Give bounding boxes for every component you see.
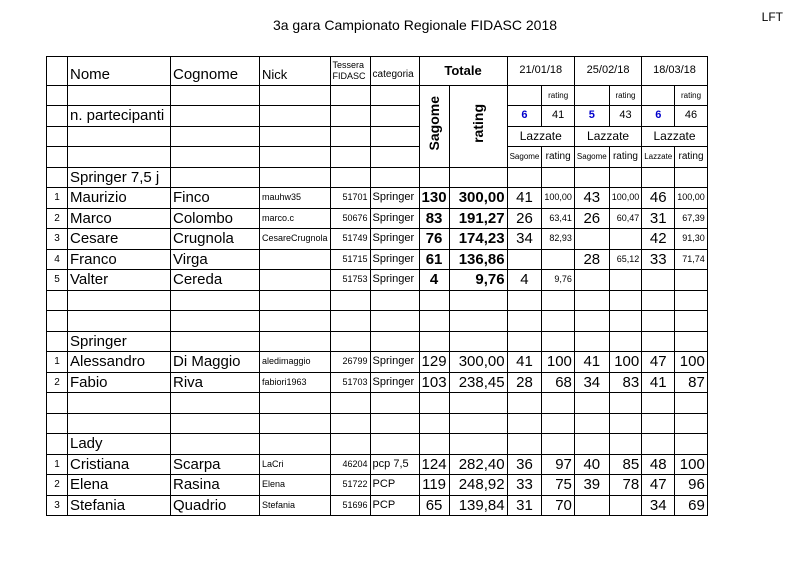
header-tessera: Tessera FIDASC	[330, 57, 370, 86]
empty-cell	[542, 413, 575, 434]
d1-rating	[542, 249, 575, 270]
d3-rating: 96	[675, 475, 708, 496]
cognome: Rasina	[171, 475, 260, 496]
categoria: PCP	[370, 475, 419, 496]
spacer-row	[47, 311, 708, 332]
header-row	[47, 57, 708, 86]
empty-cell	[609, 311, 642, 332]
tessera: 51722	[330, 475, 370, 496]
categoria: Springer	[370, 229, 419, 250]
empty-cell	[642, 167, 675, 188]
header-nome: Nome	[68, 57, 171, 86]
empty-cell	[68, 413, 171, 434]
tessera: 51753	[330, 270, 370, 291]
empty-cell	[609, 413, 642, 434]
categoria: Springer	[370, 208, 419, 229]
d2-rating: 100	[609, 352, 642, 373]
rank: 1	[47, 188, 68, 209]
empty-cell	[507, 434, 542, 455]
spacer-row	[47, 393, 708, 414]
spacer-row	[47, 290, 708, 311]
nome: Elena	[68, 475, 171, 496]
d1-sagome: 41	[507, 352, 542, 373]
tessera: 51715	[330, 249, 370, 270]
d2-rating	[609, 229, 642, 250]
d3-sagome: 33	[642, 249, 675, 270]
d1-sagome: 4	[507, 270, 542, 291]
categoria: Springer	[370, 372, 419, 393]
empty-cell	[47, 311, 68, 332]
d2-sagome: 28	[574, 249, 609, 270]
empty-cell	[171, 331, 260, 352]
totale-rating: 139,84	[449, 495, 507, 516]
nick: marco.c	[260, 208, 331, 229]
totale-sagome: 4	[419, 270, 449, 291]
empty-cell	[171, 290, 260, 311]
empty-cell	[609, 393, 642, 414]
empty-cell	[370, 331, 419, 352]
d2-sagome	[574, 495, 609, 516]
rank: 2	[47, 372, 68, 393]
empty-cell	[419, 290, 449, 311]
empty-cell	[507, 393, 542, 414]
cognome: Finco	[171, 188, 260, 209]
empty-cell	[609, 434, 642, 455]
nick: aledimaggio	[260, 352, 331, 373]
empty-cell	[609, 331, 642, 352]
d3-sagome: 48	[642, 454, 675, 475]
rank: 1	[47, 352, 68, 373]
cognome: Virga	[171, 249, 260, 270]
empty-cell	[675, 413, 708, 434]
sagome-small-1: Sagome	[507, 147, 542, 168]
d1-rating: 70	[542, 495, 575, 516]
totale-rating: 9,76	[449, 270, 507, 291]
empty-cell	[370, 311, 419, 332]
empty-cell	[47, 434, 68, 455]
cognome: Di Maggio	[171, 352, 260, 373]
totale-sagome: 65	[419, 495, 449, 516]
empty-cell	[330, 290, 370, 311]
d2-sagome: 41	[574, 352, 609, 373]
page-title: 3a gara Campionato Regionale FIDASC 2018	[272, 17, 558, 33]
d3-sagome: 46	[642, 188, 675, 209]
header-date-1: 21/01/18	[507, 57, 574, 86]
d3-rating: 100	[675, 454, 708, 475]
d1-sagome	[507, 249, 542, 270]
tessera: 51703	[330, 372, 370, 393]
d3-sagome: 42	[642, 229, 675, 250]
partecipanti-rating-3: 46	[675, 106, 708, 127]
nome: Marco	[68, 208, 171, 229]
d3-sagome: 41	[642, 372, 675, 393]
ranking-table	[46, 56, 708, 516]
empty-cell	[574, 393, 609, 414]
d2-sagome	[574, 270, 609, 291]
d3-sagome: 47	[642, 352, 675, 373]
empty-cell	[642, 434, 675, 455]
empty-cell	[370, 393, 419, 414]
empty-cell	[449, 167, 507, 188]
empty-cell	[542, 393, 575, 414]
totale-rating: 300,00	[449, 352, 507, 373]
d3-rating: 100	[675, 352, 708, 373]
empty-cell	[260, 393, 331, 414]
empty-cell	[609, 167, 642, 188]
nick: Stefania	[260, 495, 331, 516]
totale-rating: 174,23	[449, 229, 507, 250]
rating-label: rating	[675, 85, 708, 106]
empty-cell	[542, 311, 575, 332]
d1-sagome: 41	[507, 188, 542, 209]
empty-cell	[449, 434, 507, 455]
table-row	[47, 352, 708, 373]
totale-sagome: 61	[419, 249, 449, 270]
empty-cell	[171, 311, 260, 332]
d3-sagome: 34	[642, 495, 675, 516]
lazzate-1: Lazzate	[507, 126, 574, 147]
categoria: Springer	[370, 270, 419, 291]
tessera: 51749	[330, 229, 370, 250]
d2-sagome	[574, 229, 609, 250]
nome: Franco	[68, 249, 171, 270]
d2-sagome: 39	[574, 475, 609, 496]
empty-cell	[675, 311, 708, 332]
d1-sagome: 36	[507, 454, 542, 475]
section-title: Springer	[68, 331, 171, 352]
rank: 1	[47, 454, 68, 475]
d3-rating: 87	[675, 372, 708, 393]
empty-cell	[675, 434, 708, 455]
totale-sagome: 124	[419, 454, 449, 475]
empty-cell	[419, 393, 449, 414]
empty-cell	[574, 434, 609, 455]
categoria: pcp 7,5	[370, 454, 419, 475]
n-partecipanti-label: n. partecipanti	[68, 106, 171, 127]
nome: Valter	[68, 270, 171, 291]
table-row	[47, 270, 708, 291]
d1-sagome: 31	[507, 495, 542, 516]
d2-sagome: 43	[574, 188, 609, 209]
partecipanti-rating-2: 43	[609, 106, 642, 127]
empty-cell	[47, 167, 68, 188]
tessera: 51696	[330, 495, 370, 516]
empty-cell	[574, 331, 609, 352]
rating-label: rating	[542, 85, 575, 106]
empty-cell	[260, 167, 331, 188]
nome: Alessandro	[68, 352, 171, 373]
spacer-row	[47, 413, 708, 434]
empty-cell	[260, 290, 331, 311]
rating-small-2: rating	[609, 147, 642, 168]
rating-header: rating	[449, 85, 507, 167]
empty-cell	[642, 290, 675, 311]
subheader-row	[47, 147, 708, 168]
d1-rating: 68	[542, 372, 575, 393]
lazzate-3: Lazzate	[642, 126, 708, 147]
categoria: PCP	[370, 495, 419, 516]
empty-cell	[68, 393, 171, 414]
totale-rating: 248,92	[449, 475, 507, 496]
d3-sagome: 47	[642, 475, 675, 496]
sagome-header: Sagome	[419, 85, 449, 167]
rank: 4	[47, 249, 68, 270]
header-date-2: 25/02/18	[574, 57, 641, 86]
d1-rating: 82,93	[542, 229, 575, 250]
nome: Cesare	[68, 229, 171, 250]
d3-rating: 91,30	[675, 229, 708, 250]
rank: 3	[47, 229, 68, 250]
table-row	[47, 208, 708, 229]
empty-cell	[419, 331, 449, 352]
empty-cell	[419, 311, 449, 332]
d2-rating: 83	[609, 372, 642, 393]
totale-rating: 300,00	[449, 188, 507, 209]
corner-label: LFT	[761, 10, 783, 24]
empty-cell	[68, 290, 171, 311]
rank: 5	[47, 270, 68, 291]
sagome-small-2: Sagome	[574, 147, 609, 168]
section-header-row	[47, 434, 708, 455]
totale-rating: 136,86	[449, 249, 507, 270]
nick: Elena	[260, 475, 331, 496]
categoria: Springer	[370, 188, 419, 209]
empty-cell	[507, 331, 542, 352]
lazzate-small-3: Lazzate	[642, 147, 675, 168]
section-header-row	[47, 167, 708, 188]
empty-cell	[370, 290, 419, 311]
table-row	[47, 249, 708, 270]
empty-cell	[260, 434, 331, 455]
empty-cell	[171, 413, 260, 434]
empty-cell	[330, 331, 370, 352]
empty-cell	[542, 290, 575, 311]
empty-cell	[675, 290, 708, 311]
totale-rating: 191,27	[449, 208, 507, 229]
d2-rating: 85	[609, 454, 642, 475]
partecipanti-3: 6	[642, 106, 675, 127]
partecipanti-2: 5	[574, 106, 609, 127]
tessera: 50676	[330, 208, 370, 229]
tessera: 46204	[330, 454, 370, 475]
d3-rating: 67,39	[675, 208, 708, 229]
empty-cell	[609, 290, 642, 311]
tessera: 26799	[330, 352, 370, 373]
d2-rating: 78	[609, 475, 642, 496]
d2-rating	[609, 270, 642, 291]
categoria: Springer	[370, 352, 419, 373]
cognome: Cereda	[171, 270, 260, 291]
d1-rating: 9,76	[542, 270, 575, 291]
partecipanti-rating-1: 41	[542, 106, 575, 127]
empty-cell	[330, 311, 370, 332]
empty-cell	[542, 331, 575, 352]
empty-cell	[675, 331, 708, 352]
empty-cell	[675, 393, 708, 414]
empty-cell	[574, 311, 609, 332]
section-header-row	[47, 331, 708, 352]
rank: 2	[47, 208, 68, 229]
empty-cell	[47, 413, 68, 434]
empty-cell	[370, 413, 419, 434]
nick: mauhw35	[260, 188, 331, 209]
empty-cell	[260, 331, 331, 352]
d2-rating: 60,47	[609, 208, 642, 229]
totale-sagome: 130	[419, 188, 449, 209]
rank: 2	[47, 475, 68, 496]
totale-rating: 238,45	[449, 372, 507, 393]
nome: Fabio	[68, 372, 171, 393]
cognome: Colombo	[171, 208, 260, 229]
categoria: Springer	[370, 249, 419, 270]
empty-cell	[449, 311, 507, 332]
empty-cell	[574, 167, 609, 188]
partecipanti-row	[47, 106, 708, 127]
d3-rating: 100,00	[675, 188, 708, 209]
cognome: Quadrio	[171, 495, 260, 516]
d3-sagome	[642, 270, 675, 291]
empty-cell	[171, 167, 260, 188]
empty-cell	[68, 311, 171, 332]
tessera: 51701	[330, 188, 370, 209]
empty-cell	[574, 290, 609, 311]
empty-cell	[542, 434, 575, 455]
nick: fabiori1963	[260, 372, 331, 393]
d3-rating	[675, 270, 708, 291]
nome: Maurizio	[68, 188, 171, 209]
d3-rating: 69	[675, 495, 708, 516]
d2-sagome: 26	[574, 208, 609, 229]
table-row	[47, 372, 708, 393]
section-title: Springer 7,5 j	[68, 167, 171, 188]
cognome: Crugnola	[171, 229, 260, 250]
d1-rating: 100	[542, 352, 575, 373]
table-row	[47, 475, 708, 496]
d1-sagome: 33	[507, 475, 542, 496]
empty-cell	[419, 167, 449, 188]
empty-cell	[642, 413, 675, 434]
nick	[260, 249, 331, 270]
empty-cell	[330, 167, 370, 188]
empty-cell	[542, 167, 575, 188]
header-cognome: Cognome	[171, 57, 260, 86]
d1-rating: 63,41	[542, 208, 575, 229]
cognome: Scarpa	[171, 454, 260, 475]
totale-sagome: 83	[419, 208, 449, 229]
empty-cell	[449, 290, 507, 311]
d2-rating	[609, 495, 642, 516]
empty-cell	[330, 393, 370, 414]
totale-rating: 282,40	[449, 454, 507, 475]
d1-rating: 75	[542, 475, 575, 496]
nick: CesareCrugnola	[260, 229, 331, 250]
empty-cell	[171, 393, 260, 414]
d1-rating: 97	[542, 454, 575, 475]
rating-small-1: rating	[542, 147, 575, 168]
d2-rating: 65,12	[609, 249, 642, 270]
empty-cell	[47, 290, 68, 311]
empty-cell	[419, 413, 449, 434]
d2-sagome: 40	[574, 454, 609, 475]
d1-sagome: 26	[507, 208, 542, 229]
empty-cell	[370, 434, 419, 455]
d1-rating: 100,00	[542, 188, 575, 209]
table-row	[47, 229, 708, 250]
empty-cell	[449, 393, 507, 414]
d3-rating: 71,74	[675, 249, 708, 270]
d3-sagome: 31	[642, 208, 675, 229]
empty-cell	[642, 311, 675, 332]
empty-cell	[260, 413, 331, 434]
rating-small-3: rating	[675, 147, 708, 168]
empty-cell	[370, 167, 419, 188]
header-nick: Nick	[260, 57, 331, 86]
d1-sagome: 34	[507, 229, 542, 250]
totale-sagome: 129	[419, 352, 449, 373]
empty-cell	[330, 434, 370, 455]
nome: Cristiana	[68, 454, 171, 475]
totale-sagome: 103	[419, 372, 449, 393]
d2-rating: 100,00	[609, 188, 642, 209]
empty-cell	[574, 413, 609, 434]
table-row	[47, 188, 708, 209]
header-categoria: categoria	[370, 57, 419, 86]
empty-cell	[449, 413, 507, 434]
empty-cell	[47, 393, 68, 414]
rating-label: rating	[609, 85, 642, 106]
totale-sagome: 119	[419, 475, 449, 496]
header-totale: Totale	[419, 57, 507, 86]
cognome: Riva	[171, 372, 260, 393]
table-row	[47, 495, 708, 516]
nick	[260, 270, 331, 291]
empty-cell	[507, 311, 542, 332]
nick: LaCri	[260, 454, 331, 475]
partecipanti-1: 6	[507, 106, 542, 127]
empty-cell	[47, 331, 68, 352]
lazzate-row	[47, 126, 708, 147]
d1-sagome: 28	[507, 372, 542, 393]
empty-cell	[330, 413, 370, 434]
empty-cell	[171, 434, 260, 455]
lazzate-2: Lazzate	[574, 126, 641, 147]
empty-cell	[419, 434, 449, 455]
totale-sagome: 76	[419, 229, 449, 250]
empty-cell	[642, 331, 675, 352]
section-title: Lady	[68, 434, 171, 455]
table-row	[47, 454, 708, 475]
empty-cell	[507, 413, 542, 434]
rating-header-row	[47, 85, 708, 106]
empty-cell	[642, 393, 675, 414]
header-date-3: 18/03/18	[642, 57, 708, 86]
d2-sagome: 34	[574, 372, 609, 393]
rank: 3	[47, 495, 68, 516]
empty-cell	[675, 167, 708, 188]
empty-cell	[449, 331, 507, 352]
empty-cell	[507, 290, 542, 311]
empty-cell	[507, 167, 542, 188]
nome: Stefania	[68, 495, 171, 516]
empty-cell	[260, 311, 331, 332]
